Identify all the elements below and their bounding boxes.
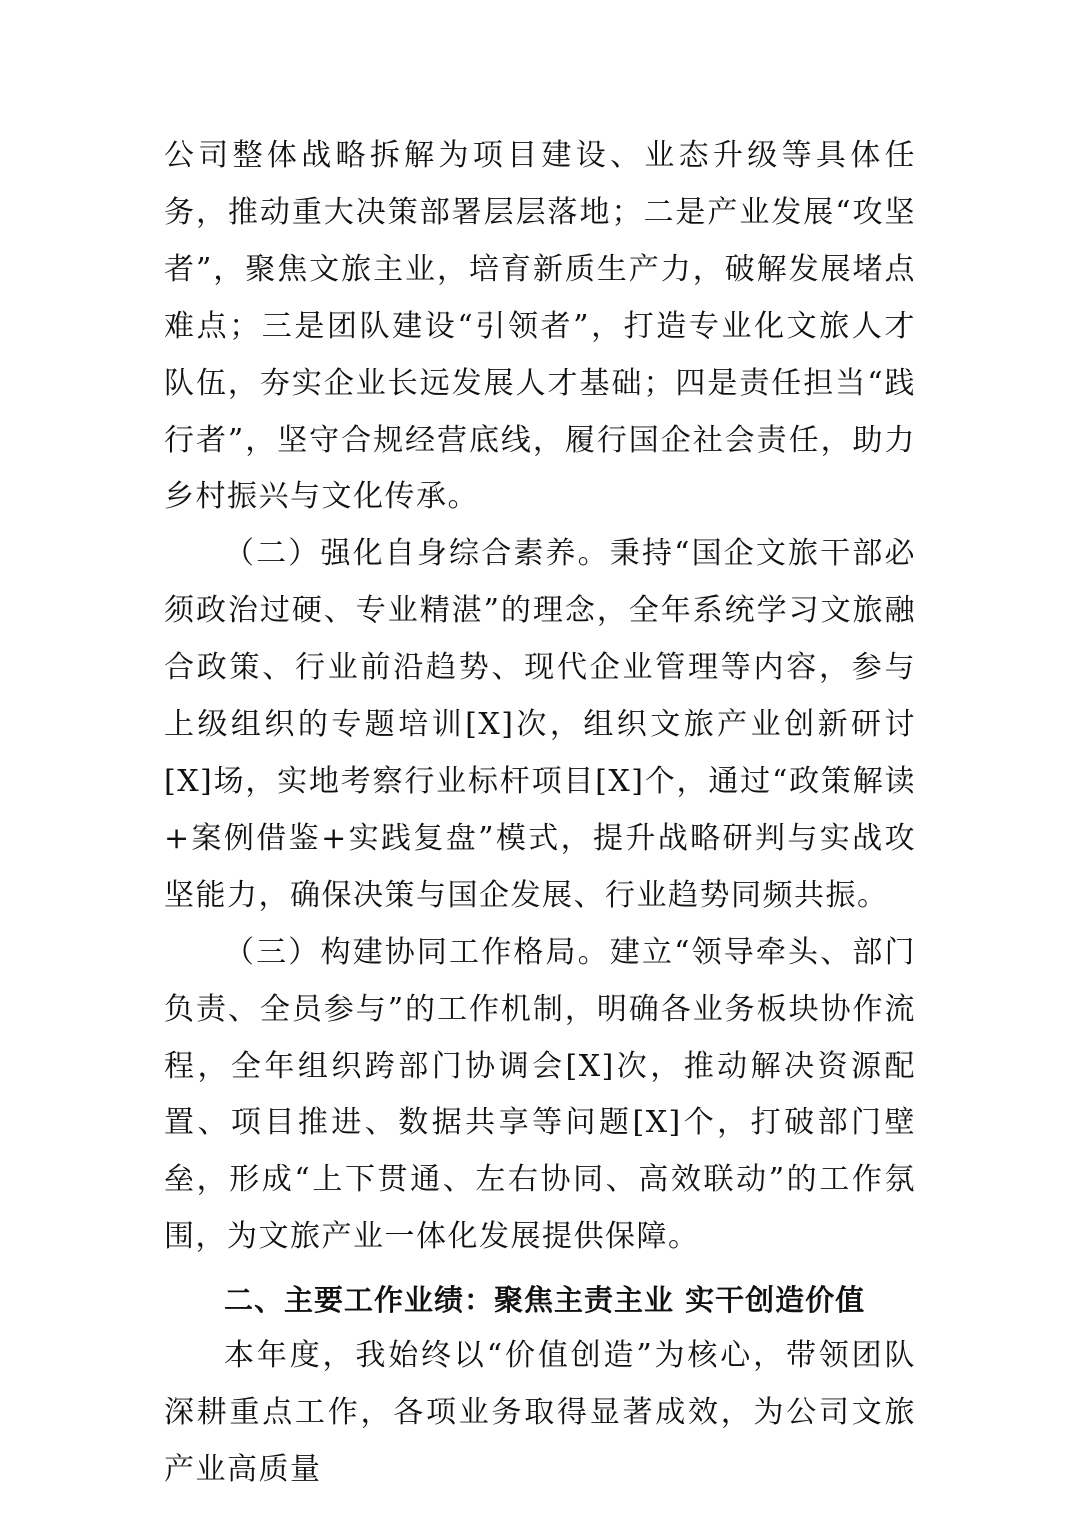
- document-body: [164, 128, 916, 1499]
- paragraph-strengthen-literacy: （二）强化自身综合素养。秉持“国企文旅干部必须政治过硬、专业精湛”的理念，全年系统学习文旅融合政策、行业前沿趋势、现代企业管理等内容，参与上级组织的专题培训[X]次，组织文旅产业创新研讨[X]场，实地考察行业标杆项目[X]个，通过“政策解读+案例借鉴+实践复盘”模式，提升战略研判与实战攻坚能力，确保决策与国企发展、行业趋势同频共振。: [164, 536, 916, 913]
- section-heading-main-achievements: 二、主要工作业绩：聚焦主责主业 实干创造价值: [224, 1283, 866, 1318]
- paragraph-continuation-roles: 公司整体战略拆解为项目建设、业态升级等具体任务，推动重大决策部署层层落地；二是产业发展“攻坚者”，聚焦文旅主业，培育新质生产力，破解发展堵点难点；三是团队建设“引领者”，打造专业化文旅人才队伍，夯实企业长远发展人才基础；四是责任担当“践行者”，坚守合规经营底线，履行国企社会责任，助力乡村振兴与文化传承。: [164, 138, 916, 515]
- paragraph-achievements-intro: 本年度，我始终以“价值创造”为核心，带领团队深耕重点工作，各项业务取得显著成效，为公司文旅产业高质量: [164, 1338, 916, 1487]
- paragraph-collaboration-pattern: （三）构建协同工作格局。建立“领导牵头、部门负责、全员参与”的工作机制，明确各业务板块协作流程，全年组织跨部门协调会[X]次，推动解决资源配置、项目推进、数据共享等问题[X]个，打破部门壁垒，形成“上下贯通、左右协同、高效联动”的工作氛围，为文旅产业一体化发展提供保障。: [164, 934, 916, 1255]
